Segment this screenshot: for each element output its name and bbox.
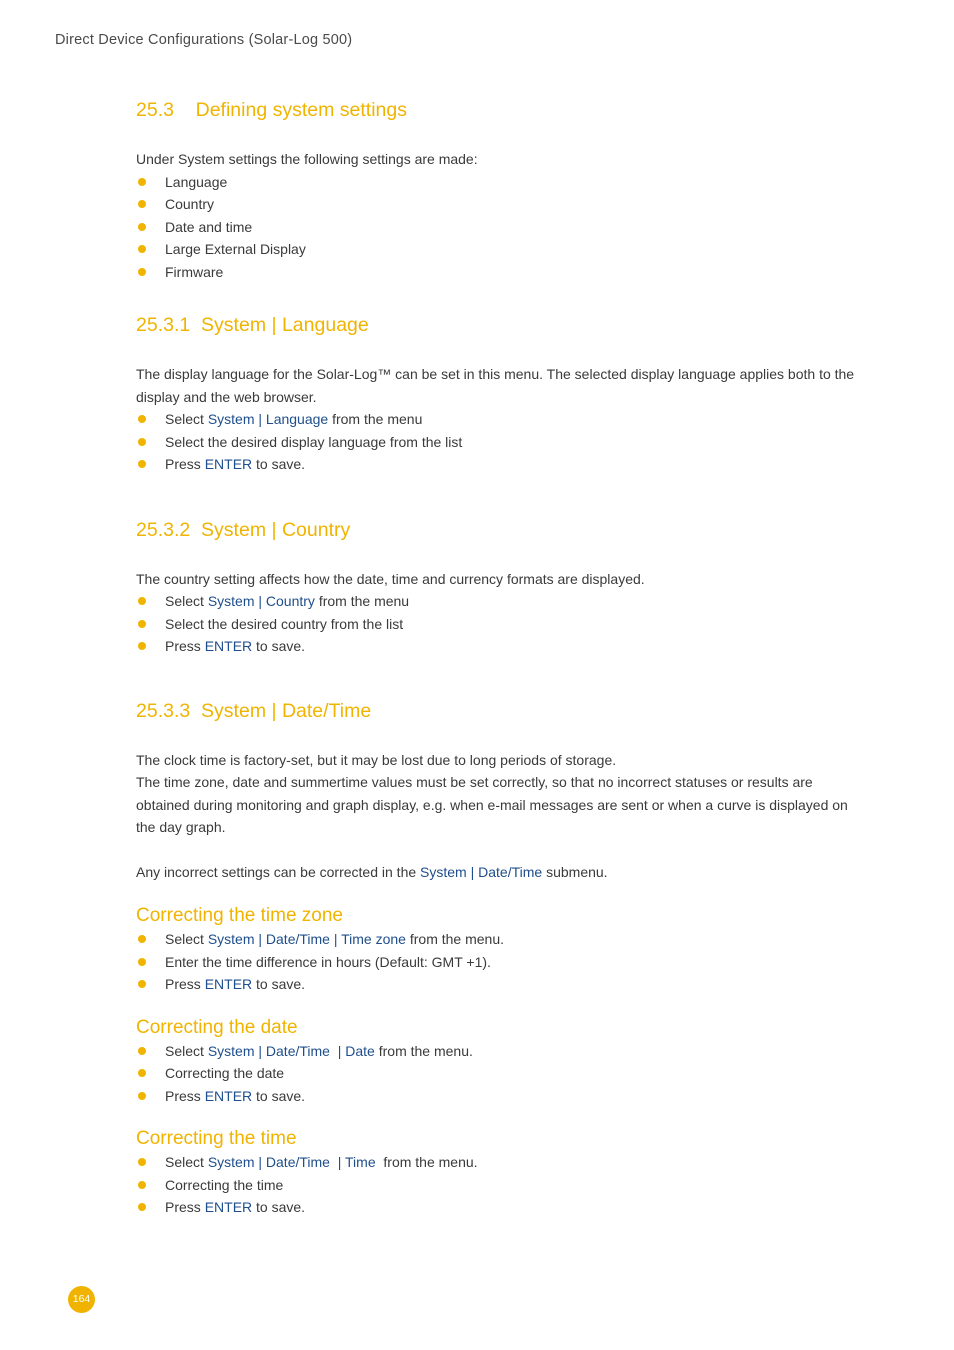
- settings-list: [136, 171, 856, 284]
- page-content: [136, 96, 856, 1219]
- steps-list: [136, 408, 856, 476]
- section-title-25-3-1: 25.3.1 System | Language: [136, 314, 369, 336]
- list-item: Firmware: [136, 261, 856, 284]
- menu-path: System | Date/Time: [420, 863, 543, 880]
- menu-path: System | Date/Time | Date: [207, 1042, 375, 1059]
- paragraph: The time zone, date and summertime values must be set correctly, so that no incorrect statuses or results are obtained during monitoring and graph display, e.g. when e-mail messages are sent or when a curve is displayed on the day graph.: [136, 774, 848, 835]
- bullet-icon: [138, 642, 146, 650]
- running-header: Direct Device Configurations (Solar-Log 500): [55, 32, 353, 48]
- key-name: ENTER: [204, 638, 253, 654]
- section-intro: Under System settings the following settings are made:: [136, 151, 478, 167]
- bullet-icon: [138, 1181, 146, 1189]
- list-item: Press ENTER to save.: [136, 1085, 856, 1108]
- list-item: Country: [136, 193, 856, 216]
- paragraph: Any incorrect settings can be corrected in the System | Date/Time submenu.: [136, 863, 608, 880]
- list-item: Press ENTER to save.: [136, 1196, 856, 1219]
- steps-list: [136, 590, 856, 658]
- list-item: Select System | Date/Time | Time from the menu.: [136, 1151, 856, 1174]
- list-item: Correcting the date: [136, 1062, 856, 1085]
- menu-path: System | Country: [207, 593, 315, 609]
- list-item: Press ENTER to save.: [136, 453, 856, 476]
- bullet-icon: [138, 1069, 146, 1077]
- bullet-icon: [138, 958, 146, 966]
- key-name: ENTER: [204, 1199, 253, 1215]
- list-item: Large External Display: [136, 238, 856, 261]
- bullet-icon: [138, 1158, 146, 1166]
- bullet-icon: [138, 268, 146, 276]
- section-title-25-3-3: 25.3.3 System | Date/Time: [136, 699, 372, 722]
- list-item: Correcting the time: [136, 1174, 856, 1197]
- bullet-icon: [138, 438, 146, 446]
- steps-list: [136, 1040, 856, 1108]
- menu-path: System | Date/Time | Time: [207, 1154, 376, 1170]
- section-title-25-3-2: 25.3.2 System | Country: [136, 518, 351, 541]
- section-title-25-3: 25.3 Defining system settings: [136, 99, 407, 121]
- menu-path: System | Language: [207, 411, 329, 427]
- bullet-icon: [138, 980, 146, 988]
- menu-path: System | Date/Time | Time zone: [207, 931, 406, 947]
- list-item: Press ENTER to save.: [136, 973, 856, 996]
- bullet-icon: [138, 597, 146, 605]
- list-item: Enter the time difference in hours (Default: GMT +1).: [136, 951, 856, 974]
- list-item: Select System | Date/Time | Time zone from the menu.: [136, 928, 856, 951]
- bullet-icon: [138, 415, 146, 423]
- list-item: Language: [136, 171, 856, 194]
- list-item: Select the desired country from the list: [136, 613, 856, 636]
- list-item: Select System | Language from the menu: [136, 408, 856, 431]
- bullet-icon: [138, 200, 146, 208]
- key-name: ENTER: [204, 456, 253, 472]
- list-item: Date and time: [136, 216, 856, 239]
- subheading-date: Correcting the date: [136, 1016, 298, 1038]
- page-number-badge: 164: [68, 1286, 95, 1313]
- subheading-time-zone: Correcting the time zone: [136, 905, 343, 926]
- bullet-icon: [138, 1047, 146, 1055]
- bullet-icon: [138, 460, 146, 468]
- section-intro: The country setting affects how the date, time and currency formats are displayed.: [136, 570, 645, 587]
- bullet-icon: [138, 1203, 146, 1211]
- key-name: ENTER: [204, 976, 253, 992]
- bullet-icon: [138, 935, 146, 943]
- bullet-icon: [138, 1092, 146, 1100]
- section-intro: The display language for the Solar-Log™ can be set in this menu. The selected display language applies both to the display and the web browser.: [136, 366, 855, 405]
- steps-list: [136, 1151, 856, 1219]
- bullet-icon: [138, 178, 146, 186]
- list-item: Select the desired display language from the list: [136, 431, 856, 454]
- paragraph: The clock time is factory-set, but it may be lost due to long periods of storage.: [136, 751, 617, 768]
- list-item: Select System | Country from the menu: [136, 590, 856, 613]
- list-item: Select System | Date/Time | Date from the menu.: [136, 1040, 856, 1063]
- bullet-icon: [138, 245, 146, 253]
- list-item: Press ENTER to save.: [136, 635, 856, 658]
- subheading-time: Correcting the time: [136, 1128, 297, 1149]
- bullet-icon: [138, 223, 146, 231]
- steps-list: [136, 928, 856, 996]
- key-name: ENTER: [204, 1087, 253, 1104]
- bullet-icon: [138, 620, 146, 628]
